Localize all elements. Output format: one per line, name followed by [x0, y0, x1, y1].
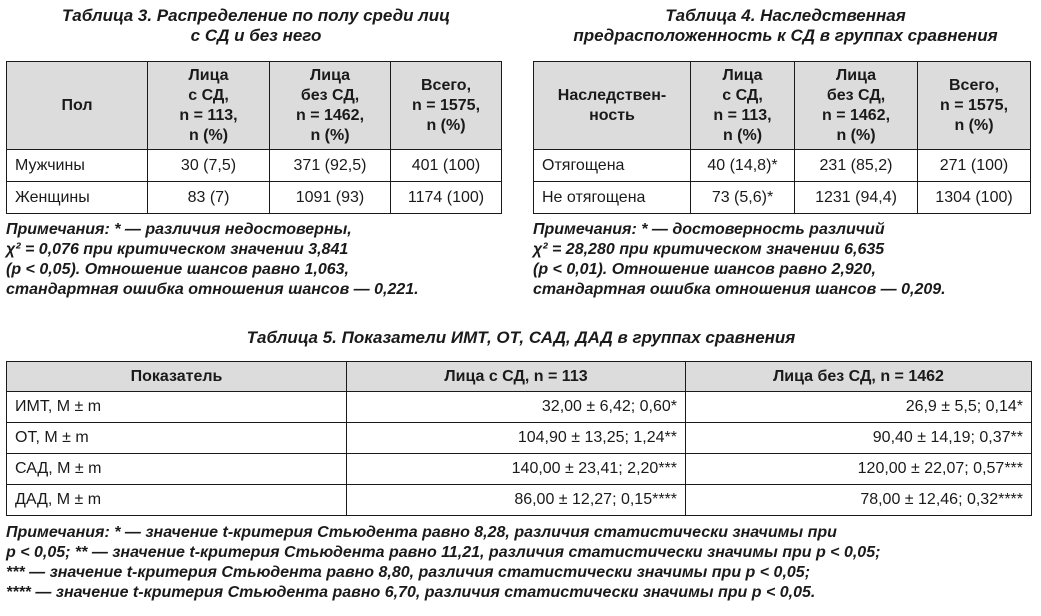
- table4: [533, 61, 1031, 214]
- table5-header-cell: Лица с СД, n = 113: [347, 362, 686, 392]
- table4-header-cell: Лица без СД, n = 1462, n (%): [795, 62, 918, 150]
- table5-note: Примечания: * — значение t-критерия Стьюдента равно 8,28, различия статистически значимы при p < 0,05; ** — значение t-критерия Стьюдента равно 11,21, различия статистически значимы при p < 0,05; *** — значение t-критерия Стьюдента равно 8,80, различия статистически значимы при p < 0,05; **** — значение t-критерия Стьюдента равно 6,70, различия статистически значимы при p < 0,05.: [6, 524, 881, 601]
- table-row: [7, 392, 1032, 423]
- table-cell: 1304 (100): [918, 182, 1031, 214]
- table-row: [7, 423, 1032, 454]
- table-cell: ДАД, M ± m: [7, 485, 347, 516]
- table-cell: 86,00 ± 12,27; 0,15****: [347, 485, 686, 516]
- table-row: [7, 485, 1032, 516]
- table5-header-cell: Лица без СД, n = 1462: [686, 362, 1032, 392]
- table-cell: 371 (92,5): [270, 150, 391, 182]
- table-cell: 231 (85,2): [795, 150, 918, 182]
- table5-block: [6, 328, 1036, 603]
- table4-header-cell: Всего, n = 1575, n (%): [918, 62, 1031, 150]
- table3-header-row: [7, 62, 502, 150]
- table-cell: 1091 (93): [270, 182, 391, 214]
- table-cell: 78,00 ± 12,46; 0,32****: [686, 485, 1032, 516]
- table-cell: 1174 (100): [391, 182, 502, 214]
- table-cell: Не отягощена: [534, 182, 691, 214]
- table3-header-cell: Всего, n = 1575, n (%): [391, 62, 502, 150]
- table-cell: 73 (5,6)*: [691, 182, 795, 214]
- table-cell: Мужчины: [7, 150, 148, 182]
- table-cell: 32,00 ± 6,42; 0,60*: [347, 392, 686, 423]
- table3-block: [6, 6, 506, 300]
- table-cell: Отягощена: [534, 150, 691, 182]
- table3-caption: Таблица 3. Распределение по полу среди лиц с СД и без него: [61, 6, 451, 45]
- table3-note: Примечания: * — различия недостоверны, χ² = 0,076 при критическом значении 3,841 (p < 0,05). Отношение шансов равно 1,063, стандартная ошибка отношения шансов — 0,221.: [6, 221, 419, 298]
- table-cell: 30 (7,5): [148, 150, 270, 182]
- table5: [6, 361, 1032, 516]
- table4-block: [533, 6, 1038, 300]
- table-cell: 140,00 ± 23,41; 2,20***: [347, 454, 686, 485]
- table-row: [7, 454, 1032, 485]
- table-row: [534, 150, 1031, 182]
- table-row: [534, 182, 1031, 214]
- table-cell: 40 (14,8)*: [691, 150, 795, 182]
- table4-header-cell: Лица с СД, n = 113, n (%): [691, 62, 795, 150]
- table-cell: 1231 (94,4): [795, 182, 918, 214]
- table-cell: САД, M ± m: [7, 454, 347, 485]
- table-row: [7, 150, 502, 182]
- table5-header-cell: Показатель: [7, 362, 347, 392]
- table4-header-cell: Наследствен- ность: [534, 62, 691, 150]
- table-cell: 90,40 ± 14,19; 0,37**: [686, 423, 1032, 454]
- table5-caption: Таблица 5. Показатели ИМТ, ОТ, САД, ДАД в группах сравнения: [246, 328, 796, 347]
- table-cell: ОТ, M ± m: [7, 423, 347, 454]
- table-cell: Женщины: [7, 182, 148, 214]
- table5-header-row: [7, 362, 1032, 392]
- table3: [6, 61, 502, 214]
- table-cell: 120,00 ± 22,07; 0,57***: [686, 454, 1032, 485]
- table-cell: 401 (100): [391, 150, 502, 182]
- table-cell: 26,9 ± 5,5; 0,14*: [686, 392, 1032, 423]
- table-cell: 83 (7): [148, 182, 270, 214]
- table-cell: 271 (100): [918, 150, 1031, 182]
- table-row: [7, 182, 502, 214]
- table-cell: 104,90 ± 13,25; 1,24**: [347, 423, 686, 454]
- table3-header-cell: Лица без СД, n = 1462, n (%): [270, 62, 391, 150]
- table-cell: ИМТ, M ± m: [7, 392, 347, 423]
- table3-header-cell: Лица с СД, n = 113, n (%): [148, 62, 270, 150]
- table4-note: Примечания: * — достоверность различий χ² = 28,280 при критическом значении 6,635 (p < 0,01). Отношение шансов равно 2,920, стандартная ошибка отношения шансов — 0,209.: [533, 221, 946, 298]
- table3-header-cell: Пол: [7, 62, 148, 150]
- table4-header-row: [534, 62, 1031, 150]
- table4-caption: Таблица 4. Наследственная предрасположенность к СД в группах сравнения: [573, 6, 998, 45]
